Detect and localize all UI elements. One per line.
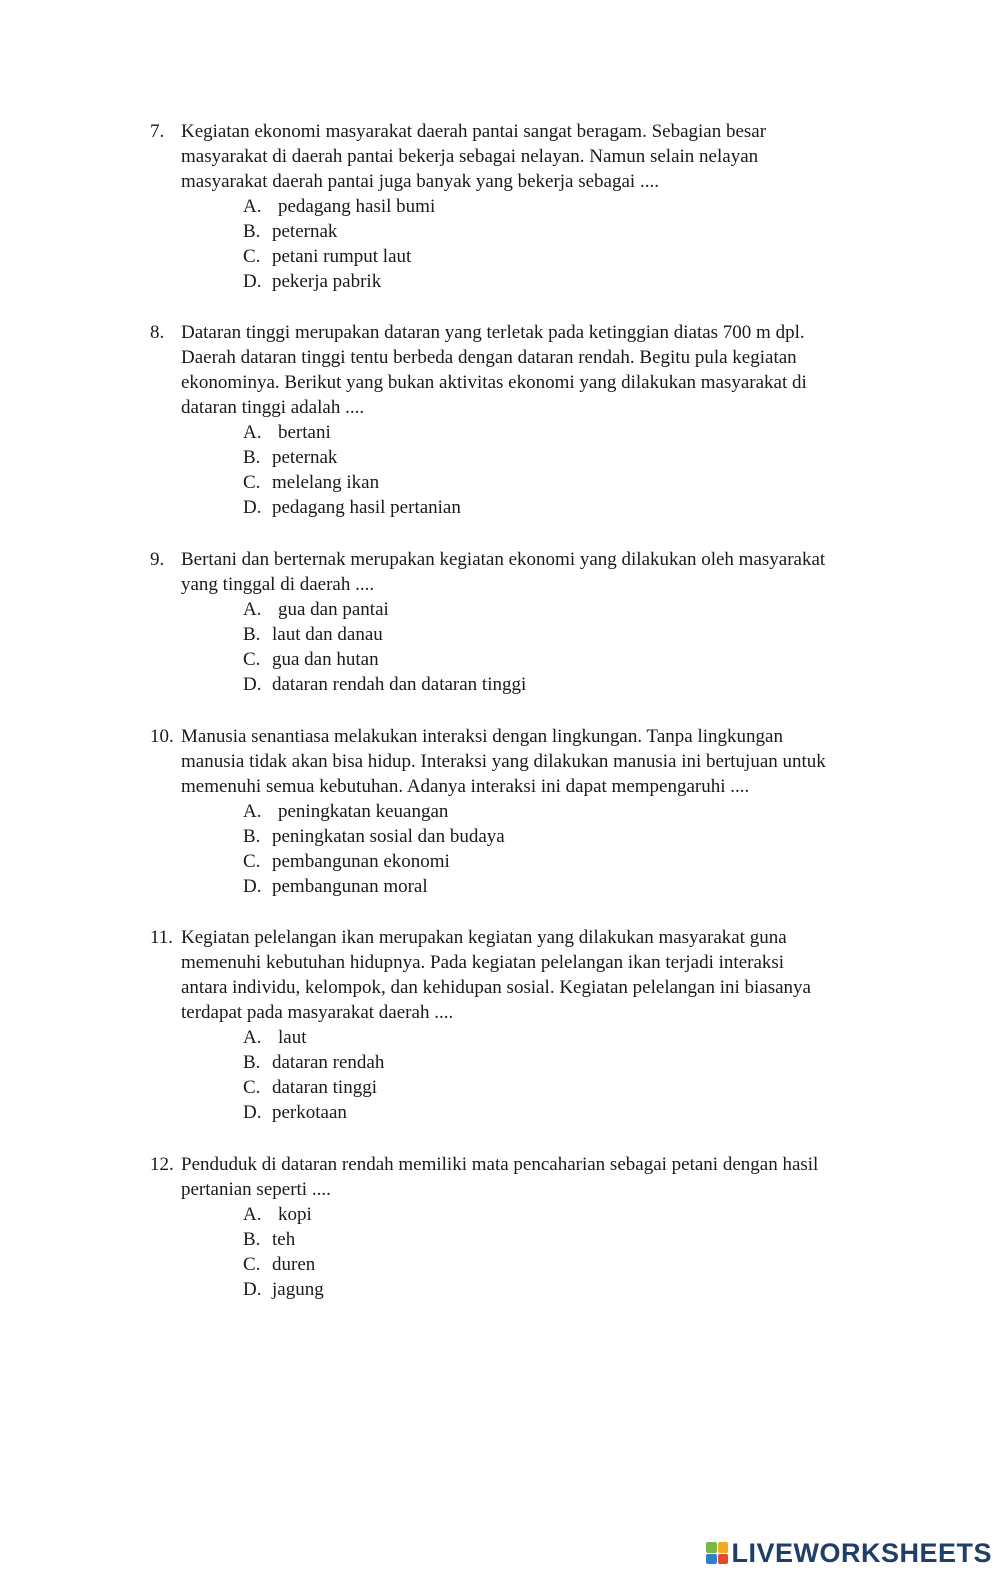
question-line: memenuhi semua kebutuhan. Adanya interaksi ini dapat mempengaruhi .... (181, 776, 750, 797)
question-line: antara individu, kelompok, dan kehidupan sosial. Kegiatan pelelangan ini biasanya (181, 977, 811, 998)
question-line: Bertani dan berternak merupakan kegiatan ekonomi yang dilakukan oleh masyarakat (181, 549, 826, 570)
watermark-text: LIVEWORKSHEETS (731, 1537, 992, 1568)
question-text (181, 119, 881, 294)
question-number: 11. (150, 927, 174, 948)
question-text (181, 925, 881, 1125)
question-9 (150, 547, 890, 697)
question-number: 9. (150, 549, 165, 570)
option-d[interactable]: D. pekerja pabrik (243, 271, 382, 292)
logo-square-blue (706, 1554, 717, 1565)
question-11 (150, 925, 890, 1125)
option-a[interactable]: A. kopi (243, 1204, 312, 1225)
liveworksheets-logo-icon (706, 1542, 728, 1564)
question-line: terdapat pada masyarakat daerah .... (181, 1002, 454, 1023)
question-number: 12. (150, 1154, 174, 1175)
liveworksheets-watermark (706, 1538, 992, 1568)
question-line: yang tinggal di daerah .... (181, 574, 375, 595)
option-c[interactable]: C. melelang ikan (243, 472, 380, 493)
question-7 (150, 119, 890, 294)
question-line: Dataran tinggi merupakan dataran yang terletak pada ketinggian diatas 700 m dpl. (181, 322, 805, 343)
question-line: pertanian seperti .... (181, 1179, 331, 1200)
question-text (181, 724, 881, 899)
option-a[interactable]: A. laut (243, 1027, 307, 1048)
option-b[interactable]: B. peternak (243, 447, 338, 468)
option-a[interactable]: A. peningkatan keuangan (243, 801, 449, 822)
option-d[interactable]: D. pedagang hasil pertanian (243, 497, 461, 518)
answer-options (243, 1025, 881, 1125)
option-b[interactable]: B. peningkatan sosial dan budaya (243, 826, 505, 847)
question-number: 10. (150, 726, 174, 747)
question-line: Kegiatan pelelangan ikan merupakan kegiatan yang dilakukan masyarakat guna (181, 927, 787, 948)
option-b[interactable]: B. dataran rendah (243, 1052, 385, 1073)
option-d[interactable]: D. pembangunan moral (243, 876, 428, 897)
question-12 (150, 1152, 890, 1302)
question-line: Penduduk di dataran rendah memiliki mata pencaharian sebagai petani dengan hasil (181, 1154, 819, 1175)
option-c[interactable]: C. duren (243, 1254, 316, 1275)
logo-square-green (706, 1542, 717, 1553)
question-8 (150, 320, 890, 520)
question-line: masyarakat daerah pantai juga banyak yang bekerja sebagai .... (181, 171, 659, 192)
question-line: Manusia senantiasa melakukan interaksi dengan lingkungan. Tanpa lingkungan (181, 726, 783, 747)
answer-options (243, 799, 881, 899)
question-text (181, 547, 881, 697)
option-b[interactable]: B. laut dan danau (243, 624, 383, 645)
answer-options (243, 1202, 881, 1302)
question-10 (150, 724, 890, 899)
option-d[interactable]: D. perkotaan (243, 1102, 347, 1123)
option-c[interactable]: C. pembangunan ekonomi (243, 851, 450, 872)
option-b[interactable]: B. peternak (243, 221, 338, 242)
question-line: Daerah dataran tinggi tentu berbeda dengan dataran rendah. Begitu pula kegiatan (181, 347, 797, 368)
question-line: memenuhi kebutuhan hidupnya. Pada kegiatan pelelangan ikan terjadi interaksi (181, 952, 785, 973)
logo-square-red (718, 1554, 729, 1565)
answer-options (243, 420, 881, 520)
question-line: dataran tinggi adalah .... (181, 397, 365, 418)
option-a[interactable]: A. gua dan pantai (243, 599, 389, 620)
question-line: Kegiatan ekonomi masyarakat daerah pantai sangat beragam. Sebagian besar (181, 121, 767, 142)
option-a[interactable]: A. bertani (243, 422, 331, 443)
option-d[interactable]: D. jagung (243, 1279, 324, 1300)
question-line: masyarakat di daerah pantai bekerja sebagai nelayan. Namun selain nelayan (181, 146, 759, 167)
question-number: 8. (150, 322, 165, 343)
question-text (181, 1152, 881, 1302)
option-a[interactable]: A. pedagang hasil bumi (243, 196, 436, 217)
question-line: manusia tidak akan bisa hidup. Interaksi yang dilakukan manusia ini bertujuan untuk (181, 751, 826, 772)
option-b[interactable]: B. teh (243, 1229, 296, 1250)
option-c[interactable]: C. petani rumput laut (243, 246, 412, 267)
question-text (181, 320, 881, 520)
question-line: ekonominya. Berikut yang bukan aktivitas ekonomi yang dilakukan masyarakat di (181, 372, 807, 393)
answer-options (243, 597, 881, 697)
option-c[interactable]: C. gua dan hutan (243, 649, 379, 670)
logo-square-orange (718, 1542, 729, 1553)
option-d[interactable]: D. dataran rendah dan dataran tinggi (243, 674, 527, 695)
question-number: 7. (150, 121, 165, 142)
option-c[interactable]: C. dataran tinggi (243, 1077, 377, 1098)
answer-options (243, 194, 881, 294)
